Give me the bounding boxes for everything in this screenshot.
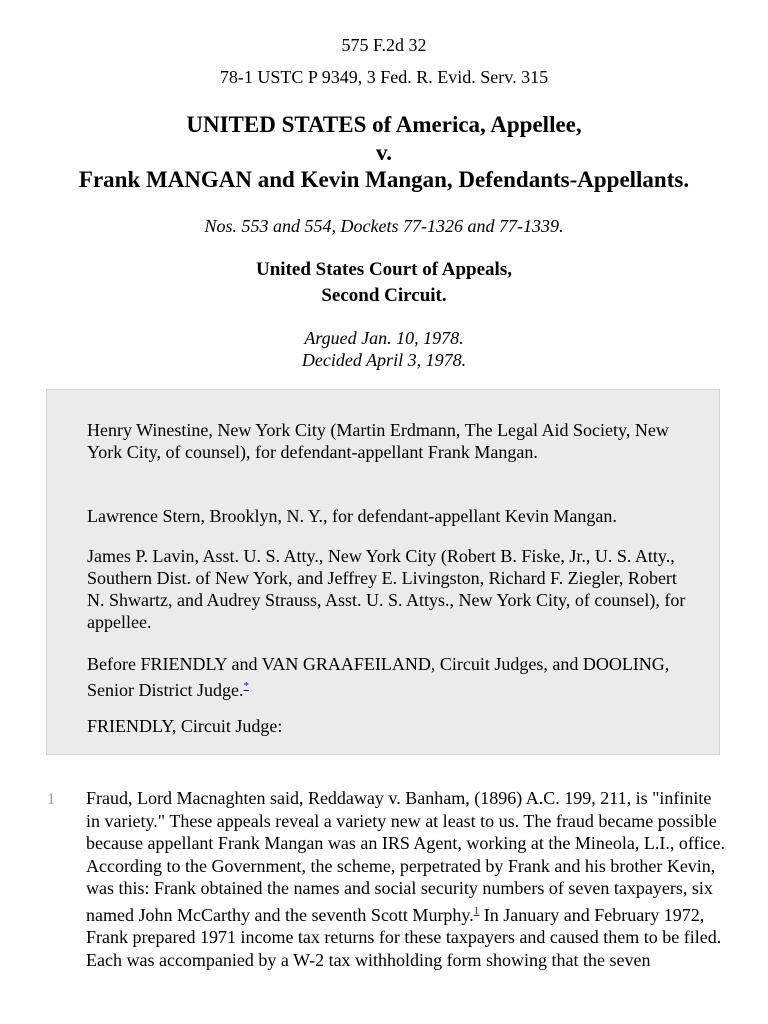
parallel-citations: 78-1 USTC P 9349, 3 Fed. R. Evid. Serv. 315 <box>219 67 549 87</box>
counsel-kevin-mangan: Lawrence Stern, Brooklyn, N. Y., for defendant-appellant Kevin Mangan. <box>87 506 617 526</box>
paragraph-number: 1 <box>47 791 55 808</box>
counsel-panel <box>46 389 720 755</box>
panel-judges <box>87 653 687 701</box>
opinion-text-part1: Fraud, Lord Macnaghten said, Reddaway v. Banham, (1896) A.C. 199, 211, is "infinite in variety." These appeals reveal a variety new at least to us. The fraud became possible because appellant Frank Mangan was an IRS Agent, working at the Mineola, L.I., office. According to the Government, the scheme, perpetrated by Frank and his brother Kevin, was this: Frank obtained the names and social security numbers of seven taxpayers, six named John McCarthy and the seventh Scott Murphy. <box>86 788 725 925</box>
reporter-citation: 575 F.2d 32 <box>341 35 427 55</box>
footnote-1-link[interactable]: 1 <box>473 904 480 917</box>
caption-appellee: UNITED STATES of America, Appellee, <box>186 112 582 137</box>
counsel-appellee: James P. Lavin, Asst. U. S. Atty., New York City (Robert B. Fiske, Jr., U. S. Atty., Southern Dist. of New York, and Jeffrey E. Livingston, Richard F. Ziegler, Robert N. Shwartz, and Audrey Strauss, Asst. U. S. Attys., New York City, of counsel), for appellee. <box>87 546 686 632</box>
caption-appellants: Frank MANGAN and Kevin Mangan, Defendants-Appellants. <box>78 167 690 192</box>
court-name: United States Court of Appeals, <box>256 259 512 280</box>
counsel-frank-mangan: Henry Winestine, New York City (Martin Erdmann, The Legal Aid Society, New York City, of counsel), for defendant-appellant Frank Mangan. <box>87 420 669 462</box>
footnote-star-link[interactable]: * <box>243 680 249 692</box>
opinion-author: FRIENDLY, Circuit Judge: <box>87 716 283 736</box>
opinion-paragraph <box>86 787 726 971</box>
court-circuit: Second Circuit. <box>321 285 447 306</box>
caption-versus: v. <box>376 140 392 165</box>
docket-numbers: Nos. 553 and 554, Dockets 77-1326 and 77-1339. <box>204 216 564 236</box>
argued-date: Argued Jan. 10, 1978. <box>304 328 464 348</box>
decided-date: Decided April 3, 1978. <box>301 350 467 370</box>
panel-judges-text: Before FRIENDLY and VAN GRAAFEILAND, Circuit Judges, and DOOLING, Senior District Judge. <box>87 654 670 700</box>
opinion-text-part2: In January and February 1972, Frank prepared 1971 income tax returns for these taxpayers and caused them to be filed. Each was accompanied by a W-2 tax withholding form showing that the seven <box>86 904 722 970</box>
